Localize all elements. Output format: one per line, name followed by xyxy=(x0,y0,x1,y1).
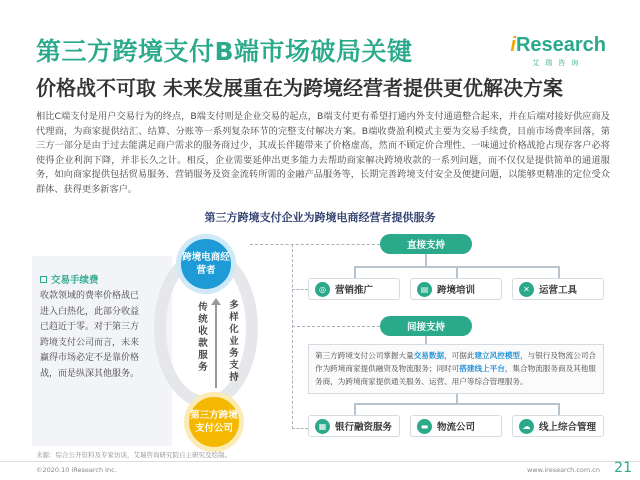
indirect-support-description: 第三方跨境支付公司掌握大量交易数据，可据此建立风控模型，与银行及物流公司合作为跨境商家提供融资及物流服务；同时可搭建线上平台，集合物流服务商及其他服务商，为跨境商家提供通关服务、运营、用户等综合管理服务。 xyxy=(308,344,604,394)
indirect-support-pill: 间接支持 xyxy=(380,316,472,336)
iresearch-logo xyxy=(510,34,606,68)
merchant-circle: 跨境电商经营者 xyxy=(176,234,236,294)
page-title: 第三方跨境支付B端市场破局关键 xyxy=(36,37,413,66)
online-management-item: ☁ 线上综合管理 xyxy=(512,415,604,437)
copyright: ©2020.10 iResearch Inc. xyxy=(36,466,117,474)
bank-icon: ▦ xyxy=(315,419,330,434)
connector-line xyxy=(558,403,560,415)
target-icon: ◎ xyxy=(315,282,330,297)
footer-divider xyxy=(0,461,640,462)
connector-line xyxy=(425,254,427,266)
bank-financing-item: ▦ 银行融资服务 xyxy=(308,415,400,437)
connector-line xyxy=(354,403,356,415)
tools-item: ✕ 运营工具 xyxy=(512,278,604,300)
page-subtitle: 价格战不可取 未来发展重在为跨境经营者提供更优解决方案 xyxy=(36,76,563,100)
connector-line xyxy=(456,394,458,403)
body-paragraph: 相比C端支付是用户交易行为的终点，B端支付则是企业交易的起点，B端支付更有希望打通内外支付通道整合起来，并在后端对接好供应商及代理商，为商家提供结汇、结算、分账等一系列复杂环节的完整支付解决方案。B端收费盈利模式主要为交易手续费，目前市场费率回落，第三方一部分是由于过去能满足商户需求的服务商过少，其成长伴随带来了价格虚高，然而不顾定价合理性、一味通过价格战抢占现存客户必将使得企业利润下降，并非长久之计。相反，企业需要延伸出更多能力去帮助商家解决跨境收款的一系列问题，而不仅仅是提供简单的通道服务，如向商家提供包括贸易服务、营销服务及资金流转所需的金融产品服务等，长期完善跨境支付安全及便捷问题，以能够更精准的定位受众群体、获得更多新客户。 xyxy=(36,111,610,195)
connector-line xyxy=(292,244,293,429)
connector-line xyxy=(425,336,427,344)
diagram-title: 第三方跨境支付企业为跨境电商经营者提供服务 xyxy=(204,211,436,224)
connector-line xyxy=(292,428,308,429)
page-number: 21 xyxy=(614,460,632,476)
traditional-service-label: 传统收款服务 xyxy=(198,302,208,373)
logo-subtext: 艾瑞咨询 xyxy=(532,59,585,67)
square-bullet-icon xyxy=(40,276,47,283)
connector-line xyxy=(456,266,458,278)
training-icon: ▤ xyxy=(417,282,432,297)
source-note: 来源：综合公开资料及专家访谈，艾瑞咨询研究院自主研究及绘制。 xyxy=(36,451,231,459)
fee-panel xyxy=(32,256,172,446)
logistics-item: ▬ 物流公司 xyxy=(410,415,502,437)
connector-line xyxy=(292,326,380,327)
connector-line xyxy=(250,244,380,245)
payment-company-circle: 第三方跨境支付公司 xyxy=(184,392,244,452)
connector-line xyxy=(354,266,356,278)
training-item: ▤ 跨境培训 xyxy=(410,278,502,300)
marketing-item: ◎ 营销推广 xyxy=(308,278,400,300)
diverse-support-label: 多样化业务支持 xyxy=(229,300,239,383)
up-arrow-icon xyxy=(215,300,217,388)
fee-panel-heading: 交易手续费 xyxy=(40,272,99,286)
tools-icon: ✕ xyxy=(519,282,534,297)
cloud-icon: ☁ xyxy=(519,419,534,434)
truck-icon: ▬ xyxy=(417,419,432,434)
logo-wordmark: iResearch xyxy=(510,34,606,56)
direct-support-pill: 直接支持 xyxy=(380,234,472,254)
connector-line xyxy=(354,403,558,405)
fee-panel-text: 收款领域的费率价格战已进入白热化，此部分收益已趋近于零。对于第三方跨境支付公司而言，未来赢得市场必定不是靠价格战，而是纵深其他服务。 xyxy=(40,291,140,379)
connector-line xyxy=(292,289,308,290)
website-link[interactable]: www.iresearch.com.cn xyxy=(526,466,600,474)
connector-line xyxy=(558,266,560,278)
